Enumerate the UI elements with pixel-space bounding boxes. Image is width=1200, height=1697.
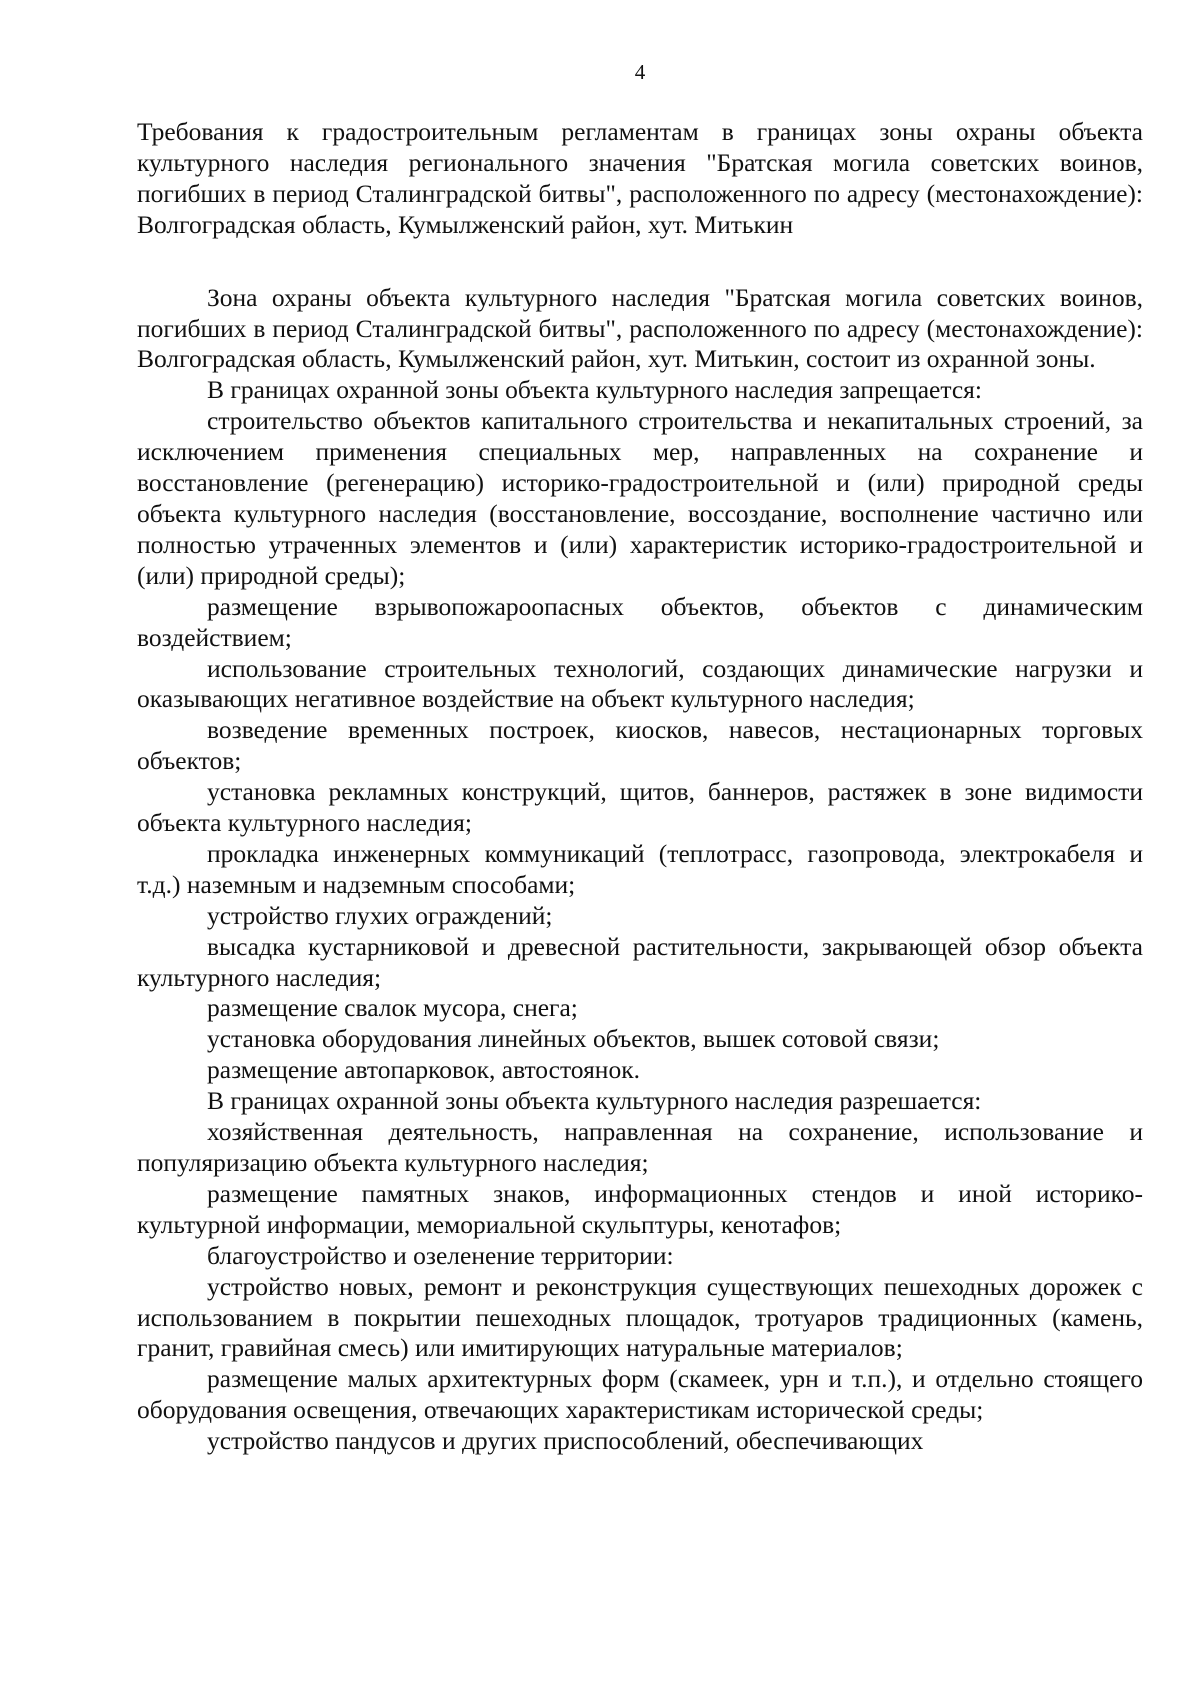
paragraph-prohibited-intro: В границах охранной зоны объекта культурного наследия запрещается: [207,375,982,405]
list-item: размещение автопарковок, автостоянок. [207,1055,640,1085]
document-body [137,117,1143,1457]
list-item: устройство новых, ремонт и реконструкция существующих пешеходных дорожек с использованием в покрытии пешеходных площадок, тротуаров традиционных (камень, гранит, гравийная смесь) или имитирующих натуральные материалов; [137,1271,1143,1363]
list-item: благоустройство и озеленение территории: [207,1240,674,1270]
list-item: возведение временных построек, киосков, навесов, нестационарных торговых объектов; [137,715,1143,776]
list-item: размещение малых архитектурных форм (скамеек, урн и т.п.), и отдельно стоящего оборудования освещения, отвечающих характеристикам исторической среды; [137,1364,1143,1425]
paragraph-permitted-intro: В границах охранной зоны объекта культурного наследия разрешается: [207,1086,982,1116]
list-item: высадка кустарниковой и древесной растительности, закрывающей обзор объекта культурного наследия; [137,931,1143,992]
list-item: устройство глухих ограждений; [207,900,553,930]
list-item: прокладка инженерных коммуникаций (теплотрасс, газопровода, электрокабеля и т.д.) наземным и надземным способами; [137,838,1143,899]
list-item: устройство пандусов и других приспособлений, обеспечивающих [207,1426,924,1456]
list-item: использование строительных технологий, создающих динамические нагрузки и оказывающих негативное воздействие на объект культурного наследия; [137,653,1143,714]
list-item: установка оборудования линейных объектов, вышек сотовой связи; [207,1024,940,1054]
list-item: установка рекламных конструкций, щитов, баннеров, растяжек в зоне видимости объекта культурного наследия; [137,777,1143,838]
list-item: строительство объектов капитального строительства и некапитальных строений, за исключением применения специальных мер, направленных на сохранение и восстановление (регенерацию) историко-градостроительной и (или) природной среды объекта культурного наследия (восстановление, воссоздание, восполнение частично или полностью утраченных элементов и (или) характеристик историко-градостроительной и (или) природной среды); [137,406,1143,590]
list-item: размещение памятных знаков, информационных стендов и иной историко-культурной информации, мемориальной скульптуры, кенотафов; [137,1178,1143,1239]
page-number: 4 [634,60,646,84]
list-item: хозяйственная деятельность, направленная на сохранение, использование и популяризацию объекта культурного наследия; [137,1117,1143,1177]
list-item: размещение свалок мусора, снега; [207,993,578,1023]
paragraph-zone-composition: Зона охраны объекта культурного наследия "Братская могила советских воинов, погибших в период Сталинградской битвы", расположенного по адресу (местонахождение): Волгоградская область, Кумылженский район, хут. Митькин, состоит из охранной зоны. [137,282,1143,374]
document-heading: Требования к градостроительным регламентам в границах зоны охраны объекта культурного наследия регионального значения "Братская могила советских воинов, погибших в период Сталинградской битвы", расположенного по адресу (местонахождение): Волгоградская область, Кумылженский район, хут. Митькин [137,117,1143,239]
list-item: размещение взрывопожароопасных объектов, объектов с динамическим воздействием; [137,591,1143,652]
